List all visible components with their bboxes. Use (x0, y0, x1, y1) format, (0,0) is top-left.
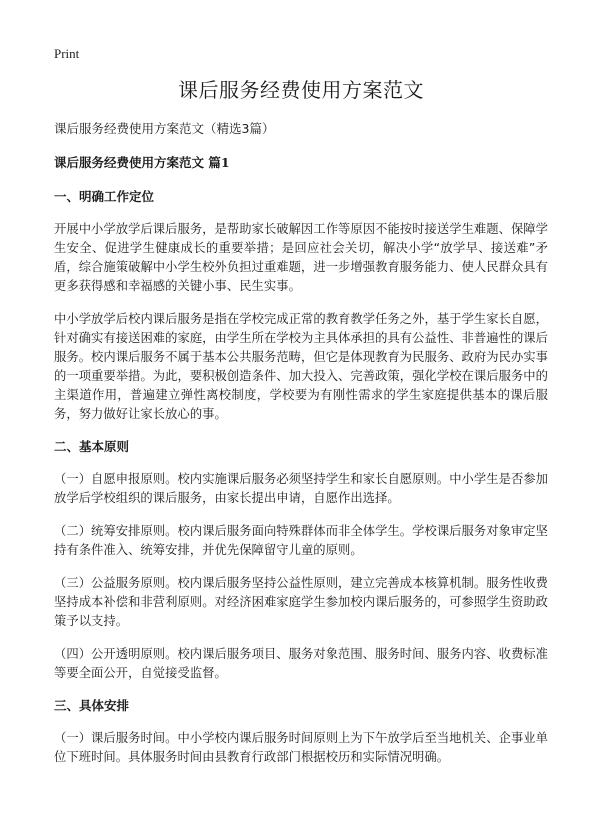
document-title: 课后服务经费使用方案范文 (178, 78, 424, 102)
section-1 (54, 188, 548, 424)
paragraph: （一）课后服务时间。中小学校内课后服务时间原则上为下午放学后至当地机关、企事业单位下班时间。具体服务时间由县教育行政部门根据校历和实际情况明确。 (54, 731, 548, 764)
paragraph: 中小学放学后校内课后服务是指在学校完成正常的教育教学任务之外，基于学生家长自愿，针对确实有接送困难的家庭，由学生所在学校为主具体承担的具有公益性、非普遍性的课后服务。校内课后服务不属于基本公共服务范畴，但它是体现教育为民服务、政府为民办实事的一项重要举措。为此，要积极创造条件、加大投入、完善政策，强化学校在课后服务中的主渠道作用，普遍建立弹性离校制度，学校要为有刚性需求的学生家庭提供基本的课后服务，努力做好让家长放心的事。 (54, 312, 548, 421)
article-heading: 课后服务经费使用方案范文 篇1 (54, 155, 230, 170)
paragraph: 开展中小学放学后课后服务，是帮助家长破解因工作等原因不能按时接送学生难题、保障学生安全、促进学生健康成长的重要举措；是回应社会关切，解决小学“放学早、接送难”矛盾，综合施策破解中小学生校外负担过重难题，进一步增强教育服务能力、使人民群众具有更多获得感和幸福感的关键小事、民生实事。 (54, 222, 548, 293)
paragraph: （三）公益服务原则。校内课后服务坚持公益性原则，建立完善成本核算机制。服务性收费坚持成本补偿和非营利原则。对经济困难家庭学生参加校内课后服务的，可参照学生资助政策予以支持。 (54, 576, 548, 628)
paragraph: （二）统筹安排原则。校内课后服务面向特殊群体而非全体学生。学校课后服务对象审定坚持有条件准入、统筹安排，并优先保障留守儿童的原则。 (54, 524, 548, 557)
print-link[interactable]: Print (54, 46, 80, 61)
paragraph: （四）公开透明原则。校内课后服务项目、服务对象范围、服务时间、服务内容、收费标准等要全面公开，自觉接受监督。 (54, 647, 548, 680)
section-heading: 一、明确工作定位 (54, 189, 155, 204)
paragraph: （一）自愿申报原则。校内实施课后服务必须坚持学生和家长自愿原则。中小学生是否参加放学后学校组织的课后服务，由家长提出申请，自愿作出选择。 (54, 472, 548, 505)
section-3 (54, 697, 548, 767)
section-2 (54, 438, 548, 683)
document-subtitle: 课后服务经费使用方案范文（精选3篇） (54, 121, 275, 136)
section-heading: 三、具体安排 (54, 698, 130, 713)
section-heading: 二、基本原则 (54, 439, 130, 454)
